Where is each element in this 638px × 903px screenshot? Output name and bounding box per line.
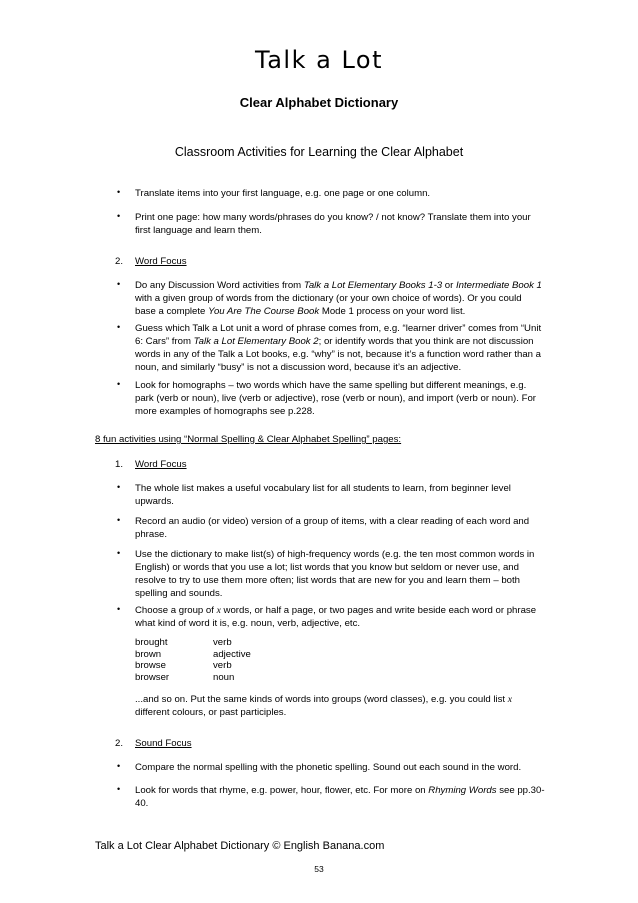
list-item: Choose a group of x words, or half a page, or two pages and write beside each word or phrase what kind of word it is, e.g. noun, verb, adjective, etc. — [135, 605, 537, 629]
list-item: Translate items into your first language, e.g. one page or one column. — [135, 188, 431, 199]
list-item: The whole list makes a useful vocabulary list for all students to learn, from beginner level upwards. — [135, 483, 511, 507]
word-type-cell: noun — [213, 671, 235, 683]
section-label: Sound Focus — [135, 738, 192, 749]
page-number: 53 — [314, 864, 324, 874]
word-type-cell: verb — [213, 637, 232, 648]
bullet-icon: • — [117, 482, 121, 492]
section-number: 2. — [115, 738, 124, 749]
bullet-icon: • — [117, 322, 121, 332]
page-subtitle: Clear Alphabet Dictionary — [239, 95, 399, 110]
bullet-icon: • — [117, 548, 121, 558]
word-cell: brown — [135, 648, 162, 660]
section-label: Word Focus — [135, 256, 187, 267]
bullet-icon: • — [117, 211, 121, 221]
word-cell: browse — [135, 660, 166, 671]
list-item: Use the dictionary to make list(s) of high-frequency words (e.g. the ten most common words in English) or words that you use a lot; list words that you know but seldom or never use, and resolve to try to use them more often; list words that are new for you and learn them – both spelling and sounds. — [135, 549, 535, 599]
bullet-icon: • — [117, 604, 121, 614]
bullet-icon: • — [117, 761, 121, 771]
list-item: Record an audio (or video) version of a group of items, with a clear reading of each word and phrase. — [135, 516, 530, 540]
word-cell: brought — [135, 637, 168, 648]
section-number: 2. — [115, 256, 124, 267]
section-heading: Classroom Activities for Learning the Clear Alphabet — [174, 145, 464, 159]
word-cell: browser — [135, 671, 170, 683]
bullet-icon: • — [117, 515, 121, 525]
bullet-icon: • — [117, 279, 121, 289]
list-item: Guess which Talk a Lot unit a word of phrase comes from, e.g. “learner driver” comes from “Unit 6: Cars” from Talk a Lot Elementary Book 2; or identify words that you think are not discussion words in any of the Talk a Lot books, e.g. “why” is not, because it’s a function word rather than a noun, and similarly “busy” is not a discussion word, because it’s an adjective. — [135, 323, 542, 373]
bullet-icon: • — [117, 187, 121, 197]
list-item: Look for words that rhyme, e.g. power, hour, flower, etc. For more on Rhyming Words see pp.30-40. — [135, 785, 545, 809]
page-title: Talk a Lot — [255, 46, 383, 74]
section-number: 1. — [115, 459, 124, 470]
word-type-cell: verb — [213, 660, 232, 671]
list-item: Print one page: how many words/phrases do you know? / not know? Translate them into your first language and learn them. — [135, 212, 531, 236]
list-item: Look for homographs – two words which have the same spelling but different meanings, e.g. park (verb or noun), live (verb or adjective), rose (verb or noun), and import (verb or noun). For more examples of homographs see p.228. — [135, 380, 536, 417]
list-item-continuation: ...and so on. Put the same kinds of words into groups (word classes), e.g. you could list x different colours, or past participles. — [135, 694, 513, 718]
word-type-cell: adjective — [213, 648, 251, 660]
section-label: Word Focus — [135, 459, 187, 470]
list-item: Compare the normal spelling with the phonetic spelling. Sound out each sound in the word. — [135, 762, 522, 773]
list-item: Do any Discussion Word activities from Talk a Lot Elementary Books 1-3 or Intermediate Book 1 with a given group of words from the dictionary (or your own choice of words). Or you could base a complete You Are The Course Book Mode 1 process on your word list. — [135, 280, 542, 317]
bullet-icon: • — [117, 379, 121, 389]
bullet-icon: • — [117, 784, 121, 794]
activities-heading: 8 fun activities using “Normal Spelling & Clear Alphabet Spelling” pages: — [95, 434, 402, 445]
page-footer: Talk a Lot Clear Alphabet Dictionary © English Banana.com — [95, 840, 385, 852]
